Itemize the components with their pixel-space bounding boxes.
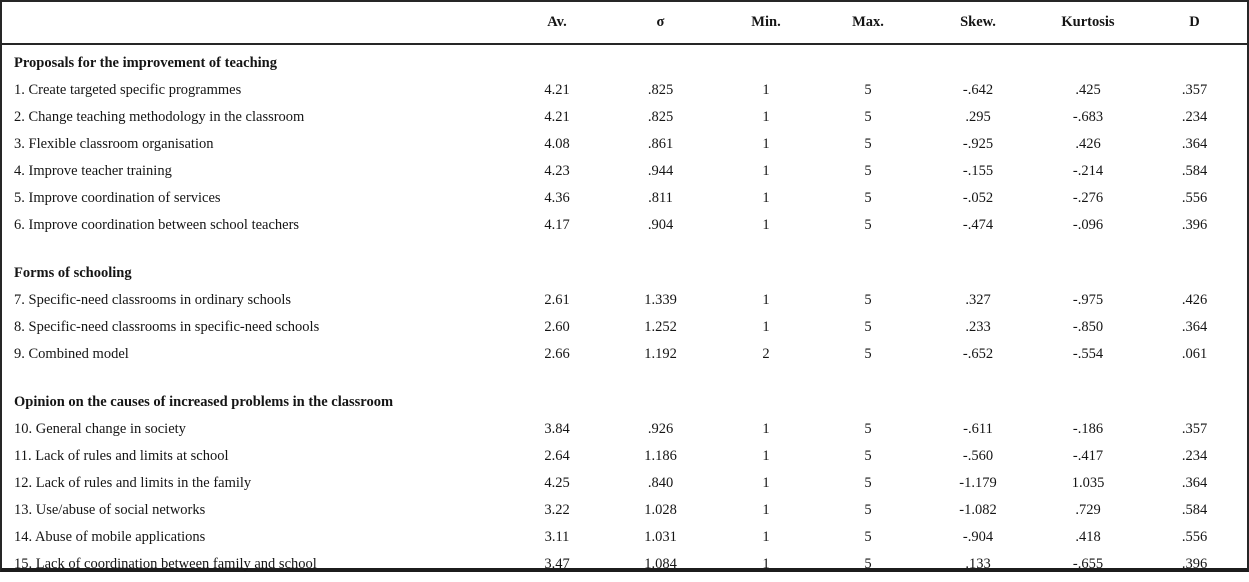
table-row <box>2 158 1249 185</box>
value-cell: 1 <box>762 475 770 491</box>
value-cell: -.417 <box>1072 448 1104 464</box>
value-cell: 1.035 <box>1071 475 1105 491</box>
item-label: 6. Improve coordination between school teachers <box>14 217 300 233</box>
value-cell: .729 <box>1075 502 1101 518</box>
value-cell: .426 <box>1075 136 1101 152</box>
value-cell: 2.60 <box>544 319 570 335</box>
value-cell: 4.21 <box>544 109 570 125</box>
item-label: 15. Lack of coordination between family and school <box>14 556 317 572</box>
value-cell: 5 <box>864 292 872 308</box>
value-cell: .364 <box>1181 475 1208 491</box>
value-cell: 1 <box>762 163 770 179</box>
value-cell: 1.192 <box>644 346 677 362</box>
value-cell: 1 <box>762 421 770 437</box>
value-cell: -.554 <box>1072 346 1104 362</box>
value-cell: -.904 <box>962 529 994 545</box>
value-cell: .234 <box>1181 109 1208 125</box>
section-title: Opinion on the causes of increased problems in the classroom <box>14 394 394 410</box>
value-cell: 1 <box>762 217 770 233</box>
value-cell: 4.36 <box>544 190 570 206</box>
value-cell: 3.47 <box>544 556 570 572</box>
table-row <box>2 443 1249 470</box>
table-row <box>2 131 1249 158</box>
item-label: 9. Combined model <box>14 346 129 362</box>
header-skewness: Skew. <box>918 2 1038 44</box>
value-cell: -.611 <box>963 421 993 437</box>
value-cell: .425 <box>1075 82 1101 98</box>
header-sigma: σ <box>607 2 714 44</box>
table-row <box>2 470 1249 497</box>
value-cell: .233 <box>965 319 991 335</box>
item-label: 13. Use/abuse of social networks <box>14 502 206 518</box>
header-kurtosis: Kurtosis <box>1038 2 1138 44</box>
value-cell: .418 <box>1075 529 1101 545</box>
descriptive-statistics-table <box>2 2 1249 578</box>
table-row <box>2 212 1249 239</box>
value-cell: -.214 <box>1072 163 1104 179</box>
value-cell: 2.66 <box>544 346 570 362</box>
value-cell: -.652 <box>962 346 994 362</box>
value-cell: -1.179 <box>959 475 997 491</box>
value-cell: -.096 <box>1072 217 1104 233</box>
section-header-row <box>2 239 1249 287</box>
value-cell: .926 <box>647 421 674 437</box>
value-cell: 2.64 <box>544 448 570 464</box>
header-min: Min. <box>714 2 818 44</box>
header-max: Max. <box>818 2 918 44</box>
value-cell: -.683 <box>1072 109 1104 125</box>
value-cell: -1.082 <box>959 502 997 518</box>
item-label: 7. Specific-need classrooms in ordinary schools <box>14 292 292 308</box>
value-cell: 1 <box>762 529 770 545</box>
value-cell: .904 <box>647 217 674 233</box>
value-cell: 5 <box>864 190 872 206</box>
value-cell: 4.08 <box>544 136 570 152</box>
table-row <box>2 185 1249 212</box>
value-cell: .861 <box>647 136 674 152</box>
value-cell: 5 <box>864 556 872 572</box>
value-cell: .825 <box>647 109 674 125</box>
value-cell: 1.252 <box>644 319 677 335</box>
value-cell: 5 <box>864 319 872 335</box>
value-cell: 5 <box>864 448 872 464</box>
value-cell: -.155 <box>962 163 994 179</box>
value-cell: -.655 <box>1072 556 1104 572</box>
item-label: 11. Lack of rules and limits at school <box>14 448 229 464</box>
value-cell: 4.17 <box>544 217 570 233</box>
value-cell: 5 <box>864 163 872 179</box>
value-cell: .061 <box>1181 346 1208 362</box>
value-cell: .944 <box>647 163 674 179</box>
value-cell: .556 <box>1181 529 1208 545</box>
header-average: Av. <box>507 2 607 44</box>
item-label: 1. Create targeted specific programmes <box>14 82 242 98</box>
value-cell: 5 <box>864 346 872 362</box>
section-header-row <box>2 368 1249 416</box>
value-cell: .357 <box>1181 82 1208 98</box>
item-label: 12. Lack of rules and limits in the family <box>14 475 252 491</box>
value-cell: .295 <box>965 109 991 125</box>
table-row <box>2 341 1249 368</box>
value-cell: .133 <box>965 556 991 572</box>
value-cell: .584 <box>1181 502 1208 518</box>
item-label: 2. Change teaching methodology in the classroom <box>14 109 305 125</box>
table-row <box>2 524 1249 551</box>
value-cell: 3.84 <box>544 421 570 437</box>
value-cell: 1 <box>762 190 770 206</box>
value-cell: -.642 <box>962 82 994 98</box>
value-cell: 1 <box>762 109 770 125</box>
value-cell: .811 <box>648 190 673 206</box>
item-label: 10. General change in society <box>14 421 186 437</box>
value-cell: 5 <box>864 502 872 518</box>
section-title: Proposals for the improvement of teaching <box>14 55 277 71</box>
value-cell: 5 <box>864 529 872 545</box>
value-cell: 4.21 <box>544 82 570 98</box>
value-cell: 5 <box>864 136 872 152</box>
value-cell: -.975 <box>1072 292 1104 308</box>
value-cell: 3.22 <box>544 502 570 518</box>
value-cell: .426 <box>1181 292 1208 308</box>
section-title: Forms of schooling <box>14 265 132 281</box>
value-cell: .396 <box>1181 556 1208 572</box>
value-cell: 1 <box>762 319 770 335</box>
value-cell: 1.186 <box>644 448 677 464</box>
value-cell: -.850 <box>1072 319 1104 335</box>
table-header <box>2 2 1249 44</box>
item-label: 8. Specific-need classrooms in specific-need schools <box>14 319 320 335</box>
value-cell: 2.61 <box>544 292 570 308</box>
value-cell: 1 <box>762 448 770 464</box>
value-cell: 1.084 <box>644 556 677 572</box>
item-label: 3. Flexible classroom organisation <box>14 136 214 152</box>
table-row <box>2 314 1249 341</box>
value-cell: -.560 <box>962 448 994 464</box>
value-cell: .584 <box>1181 163 1208 179</box>
table-row <box>2 104 1249 131</box>
value-cell: .357 <box>1181 421 1208 437</box>
value-cell: .327 <box>965 292 991 308</box>
value-cell: -.925 <box>962 136 994 152</box>
header-d-statistic: D <box>1138 2 1249 44</box>
value-cell: .840 <box>647 475 674 491</box>
value-cell: .234 <box>1181 448 1208 464</box>
value-cell: 1.031 <box>644 529 677 545</box>
value-cell: .556 <box>1181 190 1208 206</box>
value-cell: 5 <box>864 421 872 437</box>
value-cell: 1.339 <box>644 292 677 308</box>
value-cell: 5 <box>864 82 872 98</box>
section-header-row <box>2 44 1249 77</box>
value-cell: 1 <box>762 82 770 98</box>
item-label: 5. Improve coordination of services <box>14 190 221 206</box>
value-cell: -.474 <box>962 217 994 233</box>
value-cell: 1 <box>762 556 770 572</box>
item-label: 4. Improve teacher training <box>14 163 172 179</box>
value-cell: 1 <box>762 292 770 308</box>
item-label: 14. Abuse of mobile applications <box>14 529 206 545</box>
value-cell: 5 <box>864 109 872 125</box>
value-cell: 1 <box>762 502 770 518</box>
header-item-column <box>2 2 507 44</box>
value-cell: 3.11 <box>544 529 570 545</box>
value-cell: .364 <box>1181 136 1208 152</box>
value-cell: .825 <box>647 82 674 98</box>
value-cell: 4.23 <box>544 163 570 179</box>
value-cell: .364 <box>1181 319 1208 335</box>
header-row <box>2 2 1249 44</box>
table-body <box>2 44 1249 578</box>
value-cell: 1 <box>762 136 770 152</box>
value-cell: 5 <box>864 217 872 233</box>
table-row <box>2 551 1249 578</box>
value-cell: -.052 <box>962 190 994 206</box>
table-row <box>2 77 1249 104</box>
value-cell: 5 <box>864 475 872 491</box>
table-row <box>2 287 1249 314</box>
value-cell: -.186 <box>1072 421 1104 437</box>
table-row <box>2 497 1249 524</box>
value-cell: .396 <box>1181 217 1208 233</box>
value-cell: -.276 <box>1072 190 1104 206</box>
value-cell: 4.25 <box>544 475 570 491</box>
value-cell: 2 <box>762 346 770 362</box>
table-row <box>2 416 1249 443</box>
value-cell: 1.028 <box>644 502 677 518</box>
